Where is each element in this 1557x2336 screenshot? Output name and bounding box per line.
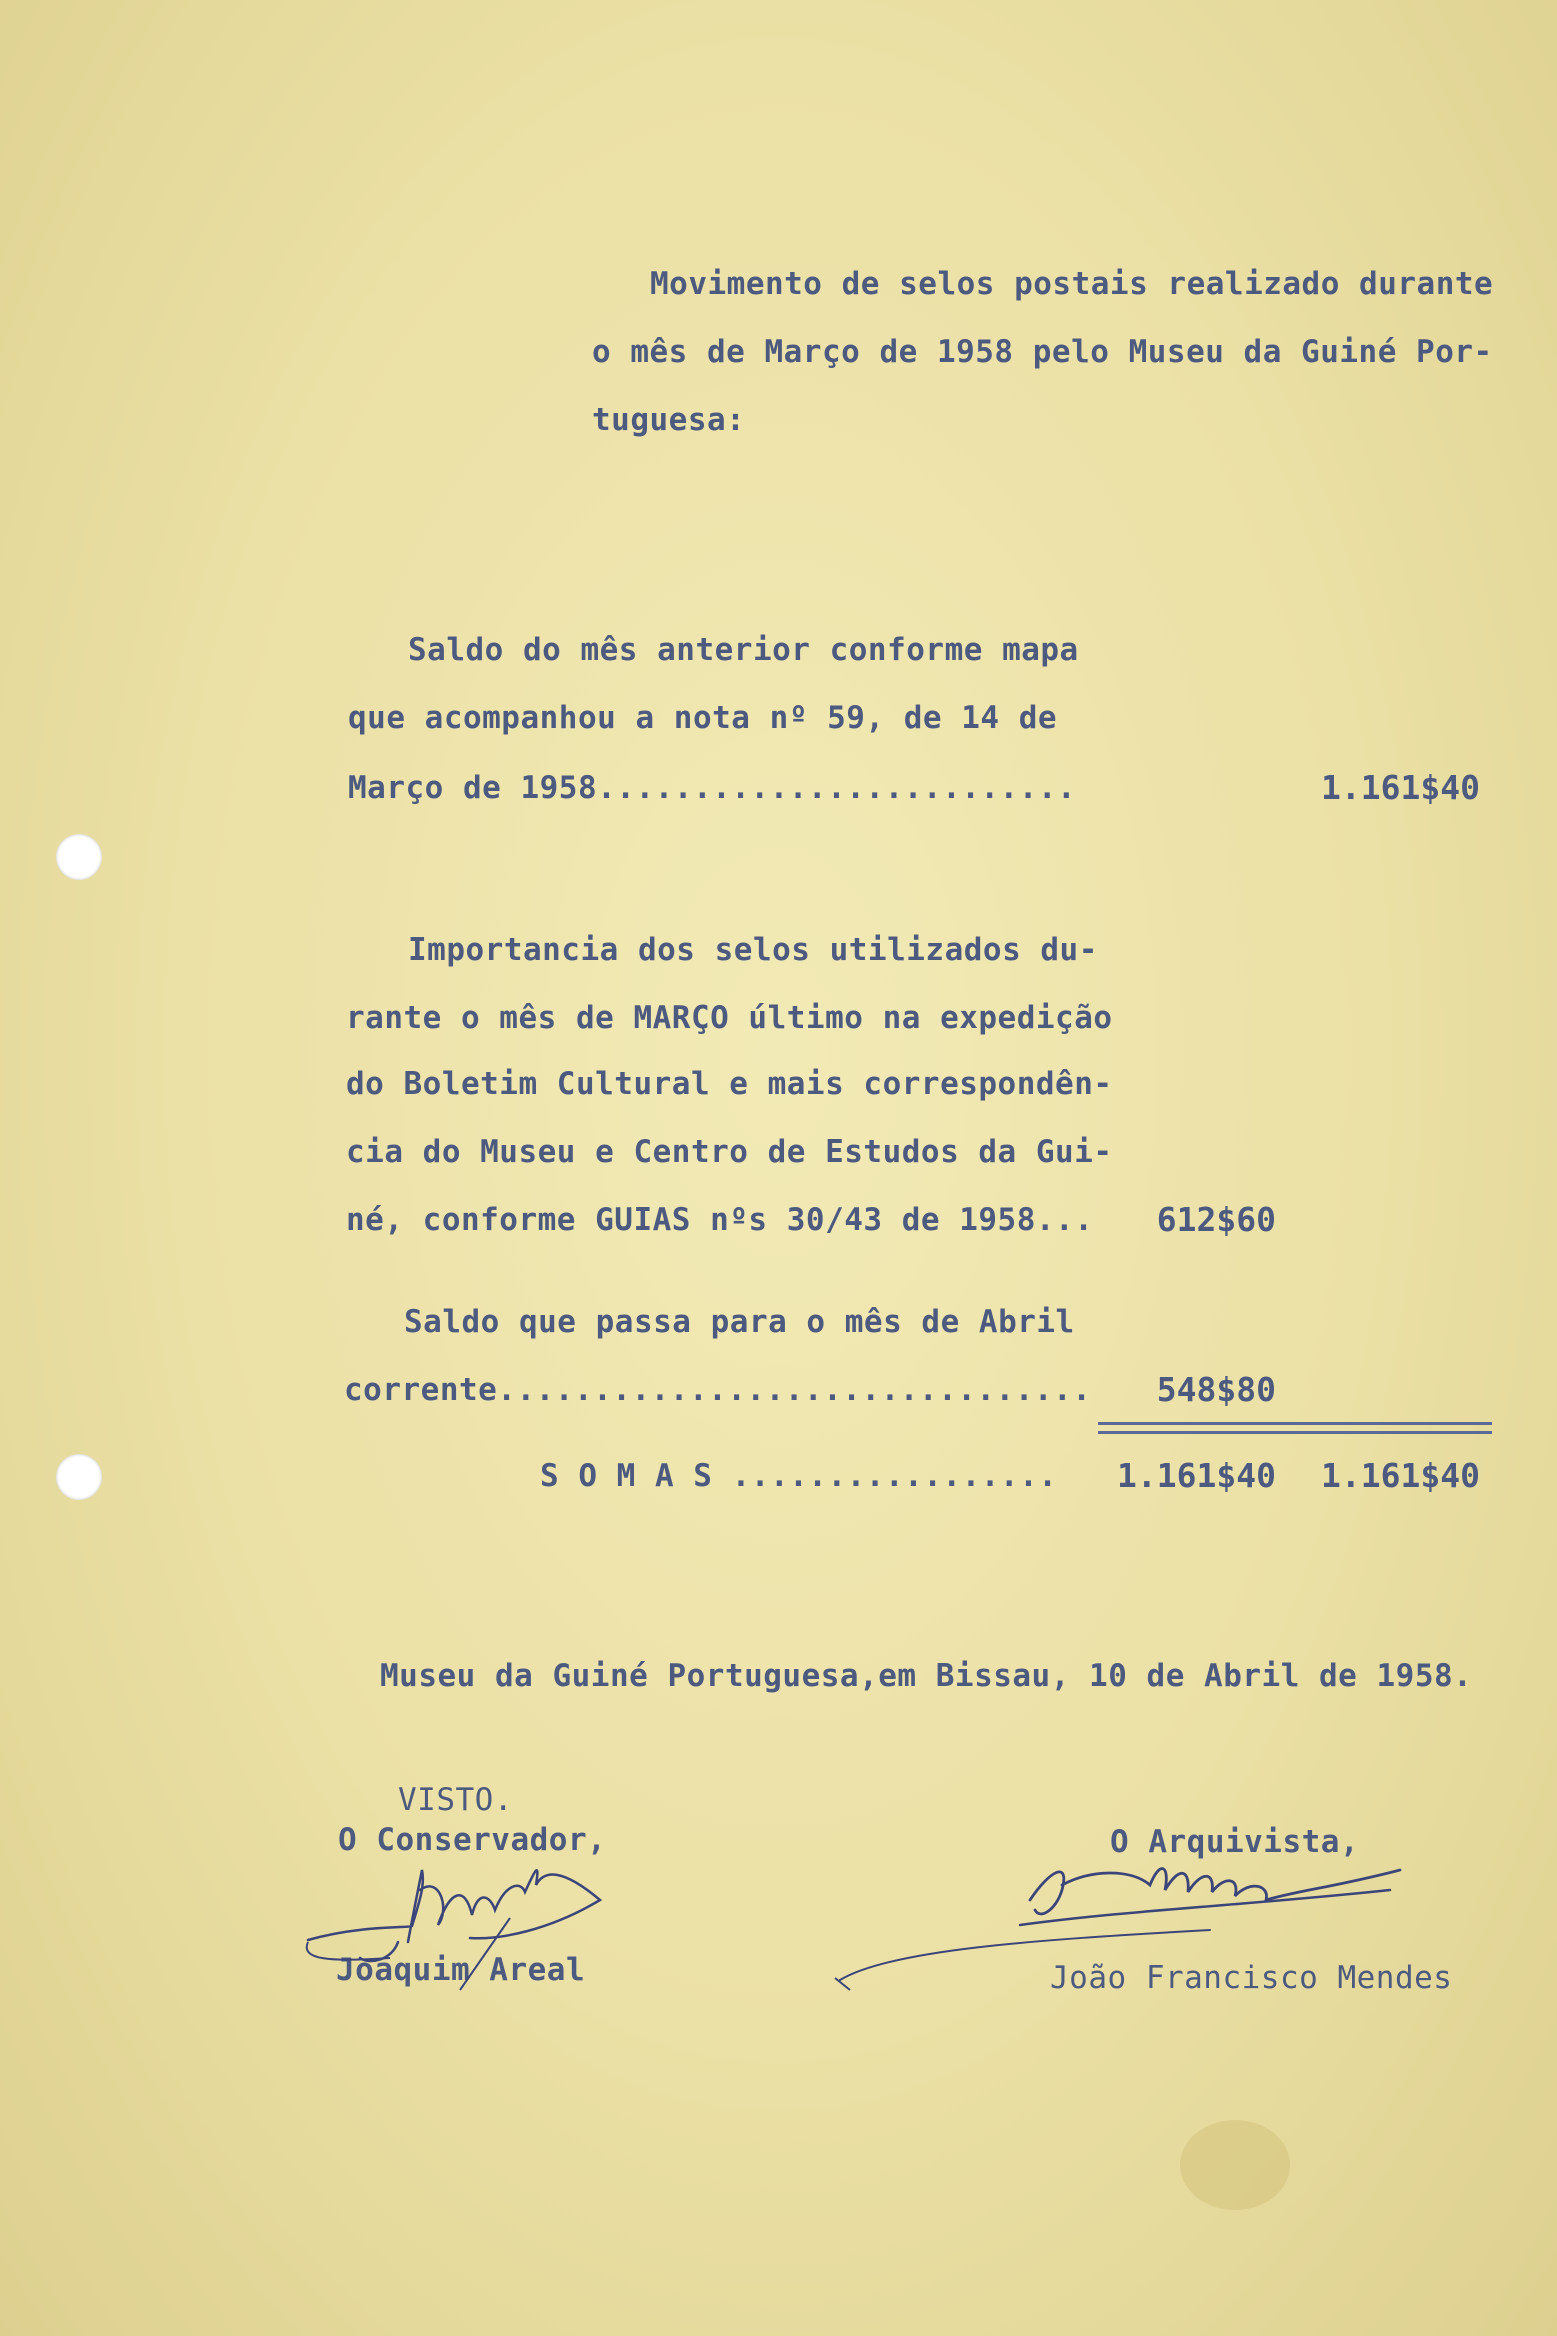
next-balance-amount: 548$80	[1156, 1370, 1276, 1409]
right-handwritten-signature	[830, 1830, 1420, 2000]
place-date: Museu da Guiné Portuguesa,em Bissau, 10 de Abril de 1958.	[380, 1658, 1473, 1694]
header-line-1: Movimento de selos postais realizado durante	[650, 266, 1494, 302]
totals-amount-left: 1.161$40	[1117, 1456, 1276, 1495]
left-signer-name: Joaquim Areal	[336, 1952, 586, 1988]
left-signer-role: O Conservador,	[338, 1822, 607, 1858]
next-balance-line-1: Saldo que passa para o mês de Abril	[404, 1304, 1075, 1340]
totals-amount-right: 1.161$40	[1321, 1456, 1480, 1495]
usage-line-1: Importancia dos selos utilizados du-	[408, 932, 1098, 968]
paper-stain	[1180, 2120, 1290, 2210]
total-rule-top	[1098, 1422, 1492, 1425]
prev-balance-line-2: que acompanhou a nota nº 59, de 14 de	[348, 700, 1058, 736]
punch-hole-top	[56, 834, 102, 880]
visto-label: VISTO.	[398, 1782, 513, 1818]
usage-line-2: rante o mês de MARÇO último na expedição	[346, 1000, 1113, 1036]
usage-line-3: do Boletim Cultural e mais correspondên-	[346, 1066, 1113, 1102]
usage-line-4: cia do Museu e Centro de Estudos da Gui-	[346, 1134, 1113, 1170]
totals-label: S O M A S .................	[540, 1458, 1058, 1494]
usage-line-5: né, conforme GUIAS nºs 30/43 de 1958...	[346, 1202, 1094, 1238]
next-balance-line-2: corrente...............................	[344, 1372, 1092, 1408]
right-signer-role: O Arquivista,	[1110, 1824, 1360, 1860]
prev-balance-line-3: Março de 1958.........................	[348, 770, 1077, 806]
total-rule-bottom	[1098, 1431, 1492, 1434]
header-line-3: tuguesa:	[592, 402, 746, 438]
left-handwritten-signature	[300, 1830, 630, 2000]
right-signer-name: João Francisco Mendes	[1050, 1960, 1453, 1996]
punch-hole-bottom	[56, 1454, 102, 1500]
prev-balance-line-1: Saldo do mês anterior conforme mapa	[408, 632, 1079, 668]
prev-balance-amount: 1.161$40	[1321, 768, 1480, 807]
header-line-2: o mês de Março de 1958 pelo Museu da Guiné Por-	[592, 334, 1493, 370]
usage-amount: 612$60	[1156, 1200, 1276, 1239]
